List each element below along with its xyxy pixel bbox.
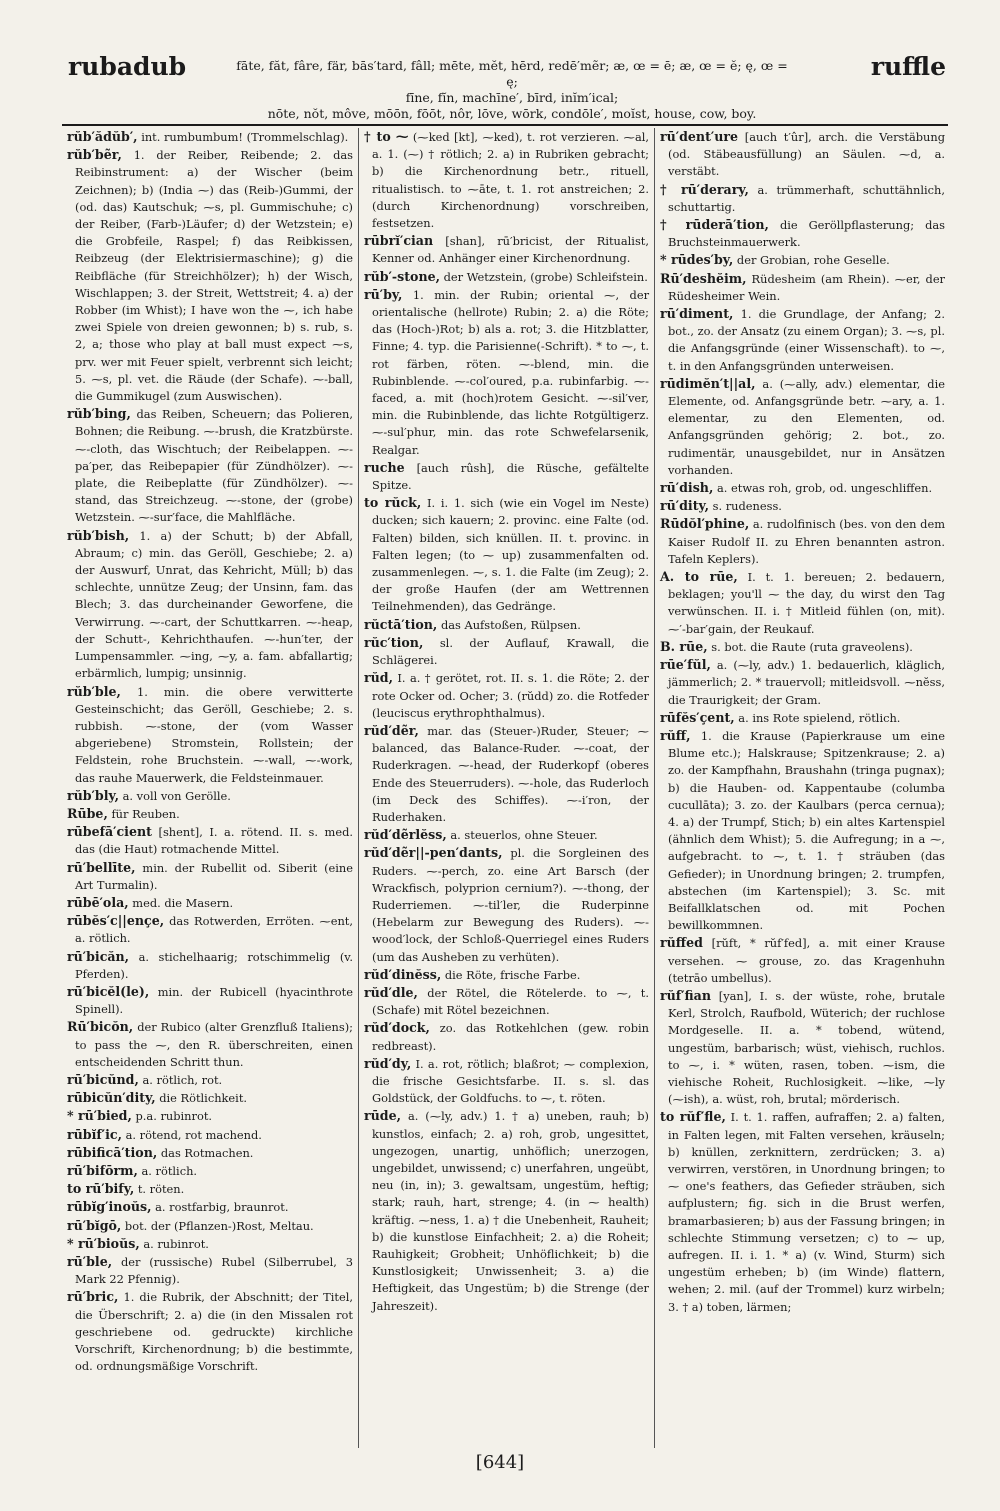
dictionary-entry <box>660 727 945 934</box>
dictionary-entry <box>660 515 945 568</box>
dictionary-entry <box>67 1107 353 1125</box>
entry-headword: rū′bellīte, <box>67 859 136 875</box>
entry-headword: rū′bicĕl(le), <box>67 983 150 999</box>
entry-headword: rŭd′dle, <box>364 984 418 1000</box>
entry-definition: 1. die Grundlage, der Anfang; 2. bot., zo. der Ansatz (zu einem Organ); 3. ⁓s, pl. die Anfangsgründe (einer Wissenschaft). to ⁓, t. in den Anfangsgründen unterweisen. <box>668 307 946 373</box>
dictionary-entry <box>660 181 945 216</box>
entry-definition: s. bot. die Raute (ruta graveolens). <box>711 639 913 654</box>
entry-headword: Rūdŏl′phine, <box>660 516 750 532</box>
dictionary-entry <box>67 1089 353 1107</box>
dictionary-entry <box>364 1107 649 1314</box>
dictionary-entry <box>67 405 353 526</box>
dictionary-entry <box>67 1288 353 1375</box>
entry-headword: rŭctā′tion, <box>364 616 438 632</box>
entry-definition: Rüdesheim (am Rhein). ⁓er, der Rüdesheimer Wein. <box>668 271 946 303</box>
guide-word-left: rubadub <box>68 52 187 81</box>
entry-definition: [shent], I. a. rötend. II. s. med. das (die Haut) rotmachende Mittel. <box>75 825 354 857</box>
dictionary-entry <box>660 568 945 638</box>
dictionary-entry <box>67 823 353 858</box>
dictionary-entry <box>67 1180 353 1198</box>
entry-headword: rŭb′ădŭb′, <box>67 129 138 144</box>
dictionary-entry <box>660 305 945 375</box>
dictionary-entry <box>364 232 649 267</box>
entry-headword: rŭffed <box>660 935 703 951</box>
entry-definition: a. rostfarbig, braunrot. <box>155 1200 289 1215</box>
entry-definition: [auch t′ûr], arch. die Verstäbung (od. Stäbeausfüllung) an Säulen. ⁓d, a. verstäbt. <box>668 130 945 179</box>
entry-definition: der Wetzstein, (grobe) Schleifstein. <box>443 269 648 284</box>
entry-headword: to rŭf′fle, <box>660 1109 726 1125</box>
dictionary-entry <box>67 983 353 1018</box>
dictionary-entry <box>364 459 649 494</box>
dictionary-entry <box>67 1253 353 1288</box>
entry-headword: rŭf′fian <box>660 987 712 1003</box>
dictionary-entry <box>67 894 353 912</box>
entry-definition: (⁓ked [kt], ⁓ked), t. rot verzieren. ⁓al, a. 1. (⁓) † rötlich; 2. a) in Rubriken gebracht; b) die Kirchenordnung betr., rituell, ritualistisch. to ⁓āte, t. 1. rot anstreichen; 2. (durch Kirchenordnung) vorschreiben, festsetzen. <box>372 130 649 231</box>
dictionary-entry <box>660 375 945 479</box>
dictionary-entry <box>660 709 945 727</box>
dictionary-entry <box>660 128 945 181</box>
entry-headword: Rū′bicŏn, <box>67 1019 134 1035</box>
pronunciation-key-line: nōte, nŏt, môve, mōōn, fōōt, nôr, lōve, wōrk, condōle′, moĭst, house, cow, boy. <box>267 106 757 121</box>
dictionary-entry <box>67 1217 353 1235</box>
entry-headword: rŭb′bẽr, <box>67 147 122 163</box>
entry-headword: rŭd′dẽr, <box>364 722 419 738</box>
dictionary-entry <box>364 669 649 722</box>
entry-definition: a. (⁓ally, adv.) elementar, die Elemente, od. Anfangsgründe betr. ⁓ary, a. 1. elementar, zu den Elementen, od. Anfangsgründen gehörig; 2. bot., zo. rudimentär, unausgebildet, nur in Ansätzen vorhanden. <box>668 376 945 477</box>
entry-definition: s. rudeness. <box>712 499 782 514</box>
entry-headword: ruche <box>364 459 405 475</box>
dictionary-entry <box>660 1108 945 1315</box>
entry-headword: rū′bicŭnd, <box>67 1071 139 1087</box>
entry-headword: rū′dity, <box>660 498 710 514</box>
entry-definition: a. steuerlos, ohne Steuer. <box>450 828 598 843</box>
dictionary-entry <box>67 787 353 805</box>
entry-definition: der (russische) Rubel (Silberrubel, 3 Mark 22 Pfennig). <box>75 1255 353 1287</box>
entry-definition: t. röten. <box>137 1182 185 1197</box>
entry-definition: die Röte, frische Farbe. <box>444 967 581 982</box>
entry-definition: 1. min. die obere verwitterte Gesteinschicht; das Geröll, Geschiebe; 2. s. rubbish. ⁓-stone, der (vom Wasser abgeriebene) Stromstein, Rollstein; der Feldstein, rohe Bruchstein. ⁓-wall, ⁓-work, das rauhe Mauerwerk, die Feldsteinmauer. <box>75 684 353 785</box>
entry-headword: to rū′bify, <box>67 1181 135 1197</box>
entry-headword: rū′dish, <box>660 480 714 496</box>
dictionary-entry <box>364 1019 649 1054</box>
dictionary-entry <box>364 616 649 634</box>
entry-definition: min. der Rubellit od. Siberit (eine Art Turmalin). <box>75 860 353 892</box>
entry-headword: rū′ble, <box>67 1254 113 1269</box>
entry-headword: rŭb′ble, <box>67 683 121 699</box>
header-rule <box>62 124 948 126</box>
entry-headword: rūfĕs′çent, <box>660 709 735 725</box>
dictionary-entry <box>660 656 945 709</box>
dictionary-entry <box>364 634 649 669</box>
entry-headword: rū′diment, <box>660 306 734 322</box>
entry-columns <box>62 128 950 1448</box>
entry-headword: rū′dent′ure <box>660 129 739 144</box>
entry-definition: I. t. 1. raffen, aufraffen; 2. a) falten, in Falten legen, mit Falten versehen, kräuseln; b) knüllen, zerknittern, zerdrücken; 3. a) verwirren, verstören, in Unordnung bringen; to ⁓ one's feathers, das Gefieder sträuben, sich aufplustern; fig. sich in die Brust werfen, bramarbasieren; b) aus der Fassung bringen; in schlechte Stimmung versetzen; c) to ⁓ up, aufregen. II. i. 1. * a) (v. Wind, Sturm) sich ungestüm erheben; b) (im Winde) flattern, wehen; 2. mil. (auf der Trommel) kurz wirbeln; 3. † a) toben, lärmen; <box>668 1110 946 1314</box>
dictionary-entry <box>660 638 945 656</box>
entry-definition: 1. min. der Rubin; oriental ⁓, der orientalische (hellrote) Rubin; 2. a) die Röte; das (Hoch-)Rot; b) als a. rot; 3. die Hitzblatter, Finne; 4. typ. die Parisienne(-Schrift). * to ⁓, t. rot färben, röten. ⁓-blend, min. die Rubinblende. ⁓-col′oured, p.a. rubinfarbig. ⁓-faced, a. mit (hoch)rotem Gesicht. ⁓-sil′ver, min. die Rubinblende, das lichte Rotgültigerz. ⁓-sul′phur, min. das rote Schwefelarsenik, Realgar. <box>372 287 650 457</box>
entry-headword: * rū′bioŭs, <box>67 1235 140 1251</box>
entry-headword: rūbificā′tion, <box>67 1144 158 1160</box>
dictionary-entry <box>67 948 353 983</box>
entry-definition: [rŭft, * rŭf′fed], a. mit einer Krause versehen. ⁓ grouse, zo. das Kragenhuhn (tetrāo umbellus). <box>668 936 945 985</box>
dictionary-entry <box>67 146 353 405</box>
entry-headword: Rū′deshĕim, <box>660 270 747 286</box>
dictionary-entry <box>364 984 649 1019</box>
dictionary-entry <box>67 912 353 947</box>
entry-headword: rū′bĭgō, <box>67 1217 122 1233</box>
dictionary-entry <box>364 1055 649 1108</box>
entry-definition: med. die Masern. <box>132 895 234 910</box>
entry-headword: rū′bifōrm, <box>67 1162 138 1178</box>
entry-headword: Rūbe, <box>67 805 108 821</box>
dictionary-entry <box>67 1144 353 1162</box>
entry-definition: sl. der Auflauf, Krawall, die Schlägerei. <box>372 635 649 668</box>
entry-definition: das Reiben, Scheuern; das Polieren, Bohnen; die Reibung. ⁓-brush, die Kratzbürste. ⁓-cloth, das Wischtuch; der Reibelappen. ⁓-pa′per, das Reibepapier (für Zündhölzer). ⁓-plate, die Reibeplatte (für Zündhölzer). ⁓-stand, das Streichzeug. ⁓-stone, der (grobe) Wetzstein. ⁓-sur′face, die Mahlfläche. <box>75 407 353 525</box>
entry-headword: rūbrĭ′cian <box>364 233 434 249</box>
entry-headword: rŭd′dẽrlĕss, <box>364 827 447 843</box>
dictionary-entry <box>67 859 353 894</box>
entry-definition: die Geröllpflasterung; das Bruchsteinmauerwerk. <box>668 218 946 250</box>
dictionary-entry <box>364 966 649 984</box>
entry-definition: I. t. 1. bereuen; 2. bedauern, beklagen; you'll ⁓ the day, du wirst den Tag verwünschen. II. i. † Mitleid fühlen (on, mit). ⁓′-bar′gain, der Reukauf. <box>668 570 945 636</box>
entry-headword: rūbē′ola, <box>67 894 129 910</box>
dictionary-entry <box>364 844 649 965</box>
entry-definition: int. rumbumbum! (Trommelschlag). <box>141 130 349 144</box>
entry-definition: das Aufstoßen, Rülpsen. <box>440 617 581 632</box>
entry-headword: rŭb′bish, <box>67 527 130 543</box>
entry-headword: rūbĕs′c||ençe, <box>67 913 165 929</box>
entry-definition: a. ins Rote spielend, rötlich. <box>738 710 901 725</box>
entry-definition: a. (⁓ly, adv.) 1. bedauerlich, kläglich, jämmerlich; 2. * trauervoll; mitleidsvoll. ⁓nĕss, die Traurigkeit; der Gram. <box>668 658 945 707</box>
entry-headword: to rŭck, <box>364 495 422 511</box>
entry-definition: a. rötlich, rot. <box>142 1072 223 1087</box>
dictionary-entry <box>67 1018 353 1071</box>
entry-definition: a. stichelhaarig; rotschimmelig (v. Pferden). <box>75 949 353 981</box>
entry-definition: 1. a) der Schutt; b) der Abfall, Abraum; c) min. das Geröll, Geschiebe; 2. a) der Auswurf, Unrat, das Kehricht, Müll; b) das schlechte, unnütze Zeug; der Unsinn, fam. das Blech; 3. das durcheinander Geworfene, die Verwirrung. ⁓-cart, der Schuttkarren. ⁓-heap, der Schutt-, Kehrichthaufen. ⁓-hun′ter, der Lumpensammler. ⁓ing, ⁓y, a. fam. abfallartig; erbärmlich, lumpig; unsinnig. <box>75 528 354 681</box>
pronunciation-key <box>232 58 792 122</box>
entry-definition: das Rotmachen. <box>160 1145 254 1160</box>
column-left <box>62 128 358 1448</box>
entry-definition: a. etwas roh, grob, od. ungeschliffen. <box>716 481 933 496</box>
entry-headword: rŭc′tion, <box>364 634 424 650</box>
entry-definition: a. rudolfinisch (bes. von den dem Kaiser Rudolf II. zu Ehren benannten astron. Tafeln Keplers). <box>668 517 945 566</box>
entry-definition: der Rötel, die Rötelerde. to ⁓, t. (Schafe) mit Rötel bezeichnen. <box>372 985 649 1018</box>
dictionary-entry <box>364 494 649 615</box>
entry-headword: † rūderā′tion, <box>660 217 769 233</box>
entry-headword: rū′bric, <box>67 1289 119 1305</box>
guide-word-right: ruffle <box>870 52 946 81</box>
entry-headword: rŭb′-stone, <box>364 268 441 284</box>
entry-headword: rūbefā′cient <box>67 824 152 840</box>
entry-definition: das Rotwerden, Erröten. ⁓ent, a. rötlich. <box>75 914 354 946</box>
entry-headword: rūbicŭn′dity, <box>67 1090 156 1106</box>
entry-headword: † rū′derary, <box>660 181 749 197</box>
dictionary-entry <box>364 722 649 826</box>
dictionary-entry <box>67 683 353 787</box>
dictionary-entry <box>67 1162 353 1180</box>
entry-definition: a. voll von Gerölle. <box>122 788 231 803</box>
entry-definition: für Reuben. <box>111 806 180 821</box>
column-middle <box>358 128 654 1448</box>
dictionary-entry <box>660 251 945 269</box>
dictionary-entry <box>364 286 649 459</box>
entry-definition: I. i. 1. sich (wie ein Vogel im Neste) ducken; sich kauern; 2. provinc. eine Falte (od. Falten) bilden, sich knüllen. II. t. provinc. in Falten legen; (to ⁓ up) zusammenfalten od. zusammenlegen. ⁓, s. 1. die Falte (im Zeug); 2. der große Haufen (der am Wettrennen Teilnehmenden), das Gedränge. <box>372 496 650 614</box>
page-number: [644] <box>475 1452 525 1473</box>
entry-definition: mar. das (Steuer-)Ruder, Steuer; ⁓ balanced, das Balance-Ruder. ⁓-coat, der Ruderkragen. ⁓-head, der Ruderkopf (oberes Ende des Steuerruders). ⁓-hole, das Ruderloch (im Deck des Schiffes). ⁓-i′ron, der Ruderhaken. <box>372 723 650 824</box>
entry-definition: I. a. † gerötet, rot. II. s. 1. die Röte; 2. der rote Ocker od. Ocher; 3. (rŭdd) zo. die Rotfeder (leuciscus erythrophthalmus). <box>372 671 649 720</box>
entry-headword: rūbĭg′inoŭs, <box>67 1199 152 1215</box>
dictionary-entry <box>660 987 945 1108</box>
entry-headword: B. rūe, <box>660 638 708 654</box>
entry-definition: [yan], I. s. der wüste, rohe, brutale Kerl, Strolch, Raufbold, Wüterich; der ruchlose Mordgeselle. II. a. * tobend, wütend, ungestüm, barbarisch; wüst, viehisch, ruchlos. to ⁓, i. * wüten, rasen, toben. ⁓ism, die viehische Roheit, Ruchlosigkeit. ⁓like, ⁓ly (⁓ish), a. wüst, roh, brutal; mörderisch. <box>668 988 946 1107</box>
entry-definition: 1. die Krause (Papierkrause um eine Blume etc.); Halskrause; Spitzenkrause; 2. a) zo. der Kampfhahn, Braushahn (tringa pugnax); b) die Hauben- od. Kappentaube (columba cucullāta); 3. zo. der Kaulbars (perca cernua); 4. a) der Trumpf, Stich; b) ein altes Kartenspiel (ähnlich dem Whist); 5. die Aufregung; in a ⁓, aufgebracht. to ⁓, t. 1. † sträuben (das Gefieder); in Unordnung bringen; 2. trumpfen, abstechen (im Kartenspiel); 3. Sc. mit Beifallklatschen od. mit Pochen bewillkommnen. <box>668 728 946 933</box>
entry-definition: 1. der Reiber, Reibende; 2. das Reibinstrument: a) der Wischer (beim Zeichnen); b) (India ⁓) das (Reib-)Gummi, der (od. das) Kautschuk; ⁓s, pl. Gummischuhe; c) der Reiber, (Farb-)Läufer; d) der Wetzstein; e) die Grobfeile, Raspel; f) das Reibkissen, Reibzeug (der Elektrisiermaschine); g) die Reibfläche (für Streichhölzer); h) der Wisch, Wischlappen; 3. der Streit, Wettstreit; 4. a) der Robber (im Whist); I have won the ⁓, ich habe zwei Spiele von dreien gewonnen; b) s. rub, s. 2, a; those who play at ball must expect ⁓s, prv. wer mit Feuer spielt, verbrennt sich leicht; 5. ⁓s, pl. vet. die Räude (der Schafe). ⁓-ball, die Gummikugel (zum Auswischen). <box>75 148 353 404</box>
entry-headword: rūde, <box>364 1108 401 1124</box>
entry-definition: zo. das Rotkehlchen (gew. robin redbreast). <box>372 1021 650 1053</box>
entry-headword: rūdimĕn′t||al, <box>660 375 756 391</box>
pronunciation-key-line: fīne, fĭn, machīne′, bīrd, inĭm′ical; <box>405 90 619 105</box>
pronunciation-key-line: fāte, făt, fâre, fär, bās′tard, fâll; mēte, mĕt, hērd, redē′mẽr; æ, œ = ē; æ, œ = ĕ; ę, œ = ę; <box>236 58 788 89</box>
dictionary-entry <box>67 805 353 823</box>
entry-definition: der Rubico (alter Grenzfluß Italiens); to pass the ⁓, den R. überschreiten, einen entscheidenden Schritt thun. <box>75 1020 353 1069</box>
entry-headword: rū′by, <box>364 286 403 302</box>
entry-headword: rūe′fŭl, <box>660 657 711 673</box>
dictionary-entry <box>67 527 353 683</box>
dictionary-entry <box>364 826 649 844</box>
entry-definition: a. rötlich. <box>141 1163 198 1178</box>
entry-headword: rūbĭf′ic, <box>67 1126 122 1142</box>
entry-headword: † to ⁓ <box>364 129 409 144</box>
dictionary-entry <box>67 1235 353 1253</box>
dictionary-entry <box>660 216 945 251</box>
dictionary-entry <box>660 270 945 305</box>
dictionary-entry <box>364 128 649 232</box>
entry-definition: min. der Rubicell (hyacinthrote Spinell). <box>75 984 353 1017</box>
entry-headword: rŭd′dinĕss, <box>364 966 442 982</box>
dictionary-entry <box>67 1198 353 1216</box>
dictionary-entry <box>364 268 649 286</box>
entry-headword: rŭb′bly, <box>67 787 120 803</box>
dictionary-entry <box>67 128 353 146</box>
dictionary-entry <box>67 1071 353 1089</box>
dictionary-entry <box>67 1126 353 1144</box>
entry-definition: pl. die Sorgleinen des Ruders. ⁓-perch, zo. eine Art Barsch (der Wrackfisch, polyprion cernium?). ⁓-thong, der Ruderriemen. ⁓-til′ler, die Ruderpinne (Hebelarm zur Bewegung des Ruders). ⁓-wood′lock, der Schloß-Querriegel eines Ruders (um das Ausheben zu verhüten). <box>372 846 649 964</box>
entry-definition: a. rubinrot. <box>143 1236 209 1251</box>
entry-headword: rŭd, <box>364 670 393 686</box>
entry-headword: rŭd′dy, <box>364 1055 412 1071</box>
entry-headword: rŭd′dock, <box>364 1020 430 1036</box>
entry-headword: rŭb′bing, <box>67 406 131 422</box>
entry-definition: a. rötend, rot machend. <box>125 1127 262 1142</box>
entry-definition: a. (⁓ly, adv.) 1. † a) uneben, rauh; b) kunstlos, einfach; 2. a) roh, grob, ungesittet, ungezogen, unartig, unhöflich; unerzogen, ungebildet, unwissend; c) unerfahren, ungeübt, neu (in, in); 3. gewaltsam, ungestüm, heftig; stark; rauh, hart, strenge; 4. (in ⁓ health) kräftig. ⁓ness, 1. a) † die Unebenheit, Rauheit; b) die kunstlose Einfachheit; 2. a) die Roheit; Rauhigkeit; Grobheit; Unhöflichkeit; b) die Kunstlosigkeit; Unwissenheit; 3. a) die Heftigkeit, das Ungestüm; b) die Strenge (der Jahreszeit). <box>372 1109 650 1313</box>
entry-definition: I. a. rot, rötlich; blaßrot; ⁓ complexion, die frische Gesichtsfarbe. II. s. sl. das Goldstück, der Goldfuchs. to ⁓, t. röten. <box>372 1056 650 1106</box>
entry-definition: die Rötlichkeit. <box>159 1091 248 1106</box>
dictionary-entry <box>660 497 945 515</box>
entry-headword: rū′bicăn, <box>67 948 130 964</box>
entry-headword: rŭff, <box>660 727 691 743</box>
entry-definition: p.a. rubinrot. <box>135 1109 213 1124</box>
column-right <box>654 128 950 1448</box>
entry-definition: 1. die Rubrik, der Abschnitt; der Titel, die Überschrift; 2. a) die (in den Missalen rot geschriebene od. gedruckte) kirchliche Vorschrift, Kirchenordnung; b) die bestimmte, od. ordnungsmäßige Vorschrift. <box>75 1290 353 1374</box>
entry-headword: rŭd′dẽr||-pen′dants, <box>364 845 503 861</box>
entry-definition: der Grobian, rohe Geselle. <box>736 253 890 268</box>
entry-headword: A. to rūe, <box>660 569 738 585</box>
entry-definition: [auch rûsh], die Rüsche, gefältelte Spitze. <box>372 460 649 493</box>
entry-definition: bot. der (Pflanzen-)Rost, Meltau. <box>124 1218 314 1233</box>
dictionary-entry <box>660 934 945 987</box>
entry-definition: a. trümmerhaft, schuttähnlich, schuttartig. <box>668 182 946 214</box>
entry-headword: * rū′bied, <box>67 1108 132 1124</box>
dictionary-entry <box>660 479 945 497</box>
entry-definition: [shan], rū′bricist, der Ritualist, Kenner od. Anhänger einer Kirchenordnung. <box>372 234 649 266</box>
entry-headword: * rūdes′by, <box>660 252 734 268</box>
